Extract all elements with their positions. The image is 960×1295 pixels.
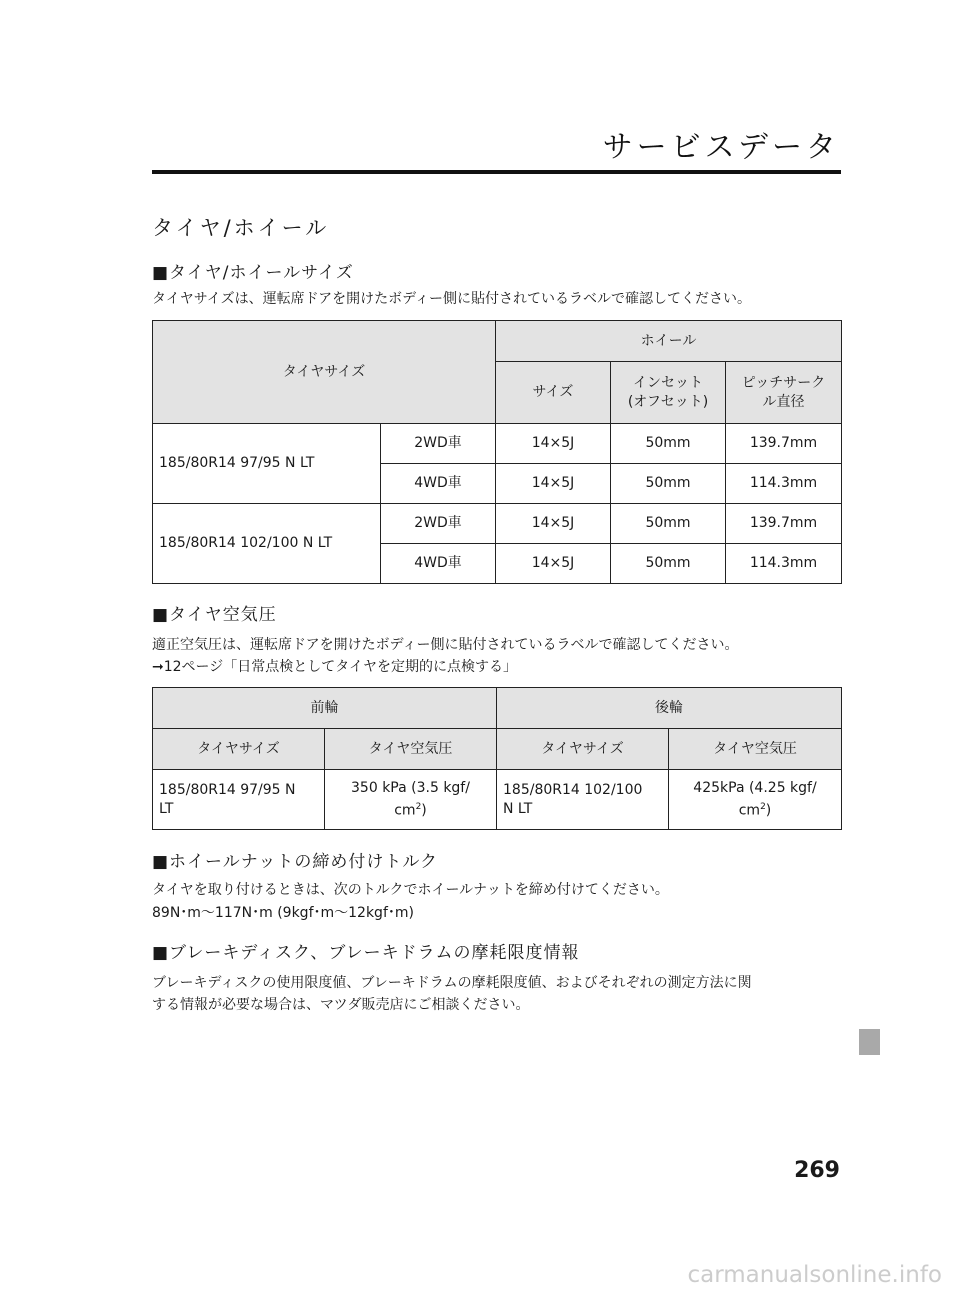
rear-pressure-header: タイヤ空気圧: [669, 729, 842, 770]
front-pressure-line1: 350 kPa (3.5 kgf/: [351, 779, 470, 796]
rear-pressure-line2: [675, 798, 835, 821]
table-row: [153, 424, 842, 464]
tire-size-cell: 185/80R14 97/95 N LT: [153, 424, 381, 504]
drive-cell: 2WD車: [381, 424, 496, 464]
rear-tire-size-header: タイヤサイズ: [497, 729, 669, 770]
tire-wheel-table: [152, 320, 842, 584]
size-cell: 14×5J: [496, 424, 611, 464]
inset-cell: 50mm: [611, 424, 726, 464]
pressure-table: [152, 687, 842, 830]
size-cell: 14×5J: [496, 504, 611, 544]
pressure-reference-link[interactable]: ➞12ページ「日常点検としてタイヤを定期的に点検する」: [152, 659, 517, 675]
brake-description-line1: ブレーキディスクの使用限度値、ブレーキドラムの摩耗限度値、およびそれぞれの測定方法に関: [152, 975, 752, 991]
front-tire-line1: 185/80R14 97/95 N: [159, 781, 296, 798]
inset-cell: 50mm: [611, 544, 726, 584]
front-pressure-close: ): [421, 802, 427, 819]
torque-heading: ■ホイールナットの締め付けトルク: [152, 852, 439, 872]
rear-tire-line1: 185/80R14 102/100: [503, 781, 643, 798]
torque-value: 89N･m〜117N･m (9kgf･m〜12kgf･m): [152, 905, 414, 921]
front-pressure-header: タイヤ空気圧: [325, 729, 497, 770]
pressure-description: 適正空気圧は、運転席ドアを開けたボディー側に貼付されているラベルで確認してください。: [152, 637, 739, 653]
drive-cell: 4WD車: [381, 544, 496, 584]
front-tire-size-cell: [153, 770, 325, 830]
col-pcd-line1: ピッチサーク: [741, 374, 826, 391]
rear-header: 後輪: [497, 688, 842, 729]
front-tire-size-header: タイヤサイズ: [153, 729, 325, 770]
col-inset-line1: インセット: [633, 374, 703, 391]
rear-pressure-unit: cm: [738, 802, 761, 819]
torque-description: タイヤを取り付けるときは、次のトルクでホイールナットを締め付けてください。: [152, 882, 669, 898]
rear-tire-line2: N LT: [503, 800, 533, 817]
size-cell: 14×5J: [496, 544, 611, 584]
col-inset: [611, 362, 726, 424]
pcd-cell: 139.7mm: [726, 424, 842, 464]
page-number: 269: [794, 1158, 840, 1183]
rear-pressure-line1: 425kPa (4.25 kgf/: [693, 779, 817, 796]
pcd-cell: 114.3mm: [726, 544, 842, 584]
pressure-heading: ■タイヤ空気圧: [152, 605, 277, 625]
table-row: [153, 504, 842, 544]
col-size: サイズ: [496, 362, 611, 424]
section-index-tab: [859, 1029, 880, 1055]
drive-cell: 4WD車: [381, 464, 496, 504]
front-pressure-exponent: 2: [415, 801, 422, 812]
front-pressure-unit: cm: [394, 802, 416, 819]
page-header-title: サービスデータ: [602, 130, 840, 165]
pcd-cell: 114.3mm: [726, 464, 842, 504]
col-inset-line2: (オフセット): [627, 393, 709, 410]
brake-description-line2: する情報が必要な場合は、マツダ販売店にご相談ください。: [152, 997, 530, 1013]
col-tire-size: タイヤサイズ: [153, 321, 496, 424]
rear-pressure-close: ): [765, 802, 772, 819]
brake-heading: ■ブレーキディスク、ブレーキドラムの摩耗限度情報: [152, 943, 580, 963]
size-cell: 14×5J: [496, 464, 611, 504]
tire-wheel-heading: ■タイヤ/ホイールサイズ: [152, 263, 354, 283]
tire-size-cell: 185/80R14 102/100 N LT: [153, 504, 381, 584]
pcd-cell: 139.7mm: [726, 504, 842, 544]
section-title: タイヤ/ホイール: [152, 216, 330, 240]
table-row: [153, 770, 842, 830]
front-pressure-line2: [331, 798, 490, 821]
front-tire-line2: LT: [159, 800, 174, 817]
front-pressure-cell: [325, 770, 497, 830]
inset-cell: 50mm: [611, 504, 726, 544]
col-pcd-line2: ル直径: [762, 393, 805, 410]
front-header: 前輪: [153, 688, 497, 729]
col-wheel: ホイール: [496, 321, 842, 362]
watermark: carmanualsonline.info: [687, 1262, 942, 1288]
rear-pressure-exponent: 2: [760, 801, 766, 812]
inset-cell: 50mm: [611, 464, 726, 504]
drive-cell: 2WD車: [381, 504, 496, 544]
col-pcd: [726, 362, 842, 424]
tire-wheel-description: タイヤサイズは、運転席ドアを開けたボディー側に貼付されているラベルで確認してください。: [152, 291, 752, 307]
rear-tire-size-cell: [497, 770, 669, 830]
rear-pressure-cell: [669, 770, 842, 830]
header-rule: [152, 170, 841, 174]
